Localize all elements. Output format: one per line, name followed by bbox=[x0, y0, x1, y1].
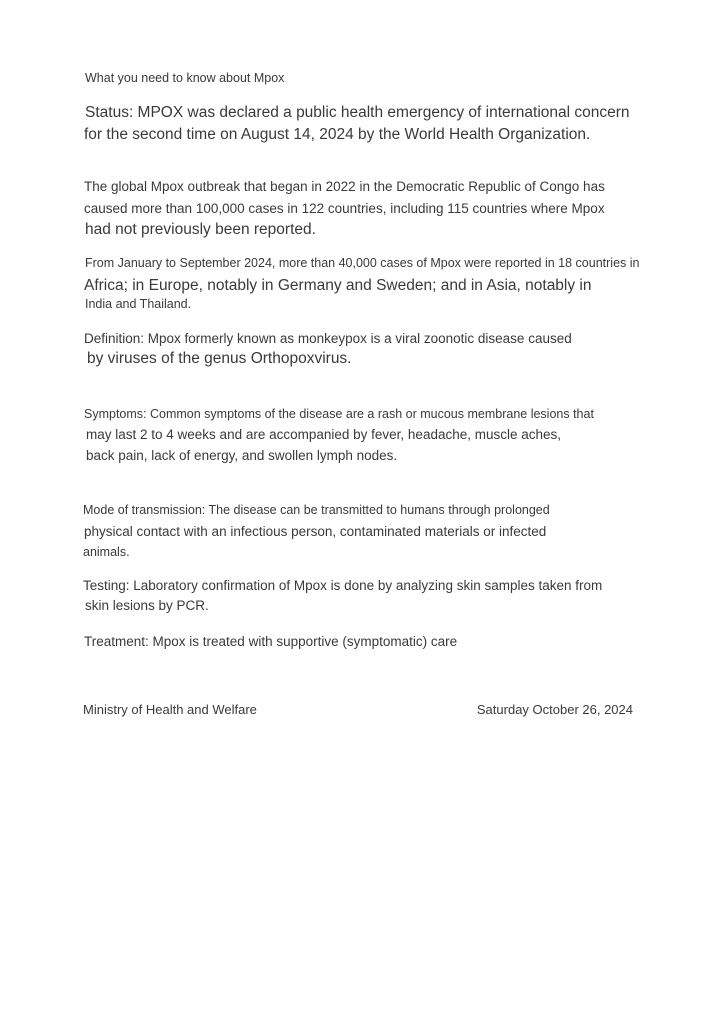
paragraph-line: caused more than 100,000 cases in 122 countries, including 115 countries where Mpox bbox=[84, 201, 605, 216]
paragraph-line: physical contact with an infectious person, contaminated materials or infected bbox=[84, 524, 547, 539]
paragraph-line: for the second time on August 14, 2024 by the World Health Organization. bbox=[84, 126, 591, 143]
paragraph-line: had not previously been reported. bbox=[85, 221, 316, 238]
paragraph-line: skin lesions by PCR. bbox=[85, 598, 209, 613]
paragraph-line: may last 2 to 4 weeks and are accompanied by fever, headache, muscle aches, bbox=[86, 427, 562, 442]
paragraph-line: From January to September 2024, more than 40,000 cases of Mpox were reported in 18 countries in bbox=[85, 256, 640, 270]
paragraph-line: The global Mpox outbreak that began in 2022 in the Democratic Republic of Congo has bbox=[84, 179, 605, 194]
paragraph-line: Definition: Mpox formerly known as monkeypox is a viral zoonotic disease caused bbox=[84, 331, 572, 346]
paragraph-line: India and Thailand. bbox=[85, 297, 192, 311]
paragraph-line: animals. bbox=[83, 545, 130, 559]
paragraph-line: Mode of transmission: The disease can be transmitted to humans through prolonged bbox=[83, 503, 550, 517]
paragraph-line: Treatment: Mpox is treated with supportive (symptomatic) care bbox=[84, 634, 458, 649]
paragraph-line: Testing: Laboratory confirmation of Mpox is done by analyzing skin samples taken from bbox=[83, 578, 603, 593]
paragraph-line: Africa; in Europe, notably in Germany and Sweden; and in Asia, notably in bbox=[84, 277, 592, 294]
paragraph-line: by viruses of the genus Orthopoxvirus. bbox=[87, 350, 352, 367]
paragraph-line: Status: MPOX was declared a public health emergency of international concern bbox=[85, 104, 630, 121]
document-title: What you need to know about Mpox bbox=[85, 71, 285, 85]
paragraph-line: Symptoms: Common symptoms of the disease are a rash or mucous membrane lesions that bbox=[84, 407, 594, 421]
footer-date: Saturday October 26, 2024 bbox=[476, 702, 633, 717]
footer-organization: Ministry of Health and Welfare bbox=[83, 702, 257, 717]
paragraph-line: back pain, lack of energy, and swollen lymph nodes. bbox=[86, 448, 398, 463]
